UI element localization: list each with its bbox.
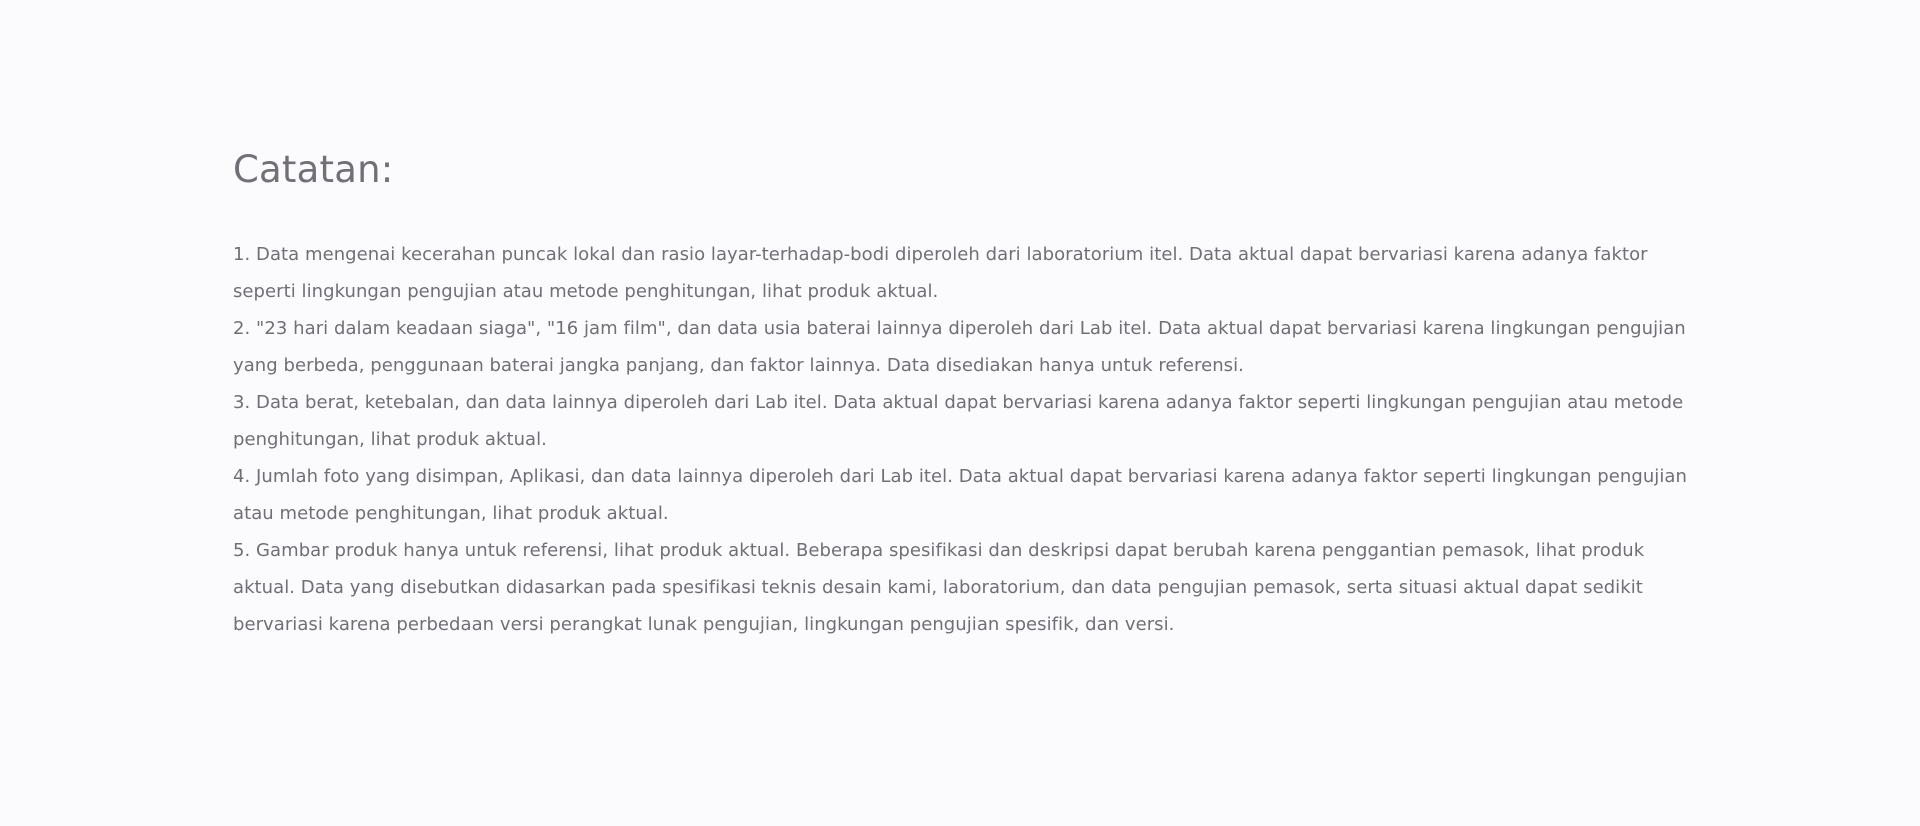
note-item-1: 1. Data mengenai kecerahan puncak lokal dan rasio layar-terhadap-bodi diperoleh dari laboratorium itel. Data aktual dapat bervariasi karena adanya faktor seperti lingkungan pengujian atau metode penghitungan, lihat produk aktual. xyxy=(233,244,1648,302)
notes-title: Catatan: xyxy=(233,148,394,191)
notes-list xyxy=(233,236,1693,643)
note-item-3: 3. Data berat, ketebalan, dan data lainnya diperoleh dari Lab itel. Data aktual dapat bervariasi karena adanya faktor seperti lingkungan pengujian atau metode penghitungan, lihat produk aktual. xyxy=(233,392,1684,450)
note-item-4: 4. Jumlah foto yang disimpan, Aplikasi, dan data lainnya diperoleh dari Lab itel. Data aktual dapat bervariasi karena adanya faktor seperti lingkungan pengujian atau metode penghitungan, lihat produk aktual. xyxy=(233,466,1687,524)
notes-section xyxy=(233,146,1693,643)
note-item-2: 2. "23 hari dalam keadaan siaga", "16 jam film", dan data usia baterai lainnya diperoleh dari Lab itel. Data aktual dapat bervariasi karena lingkungan pengujian yang berbeda, penggunaan baterai jangka panjang, dan faktor lainnya. Data disediakan hanya untuk referensi. xyxy=(233,318,1686,376)
note-item-5: 5. Gambar produk hanya untuk referensi, lihat produk aktual. Beberapa spesifikasi dan deskripsi dapat berubah karena penggantian pemasok, lihat produk aktual. Data yang disebutkan didasarkan pada spesifikasi teknis desain kami, laboratorium, dan data pengujian pemasok, serta situasi aktual dapat sedikit bervariasi karena perbedaan versi perangkat lunak pengujian, lingkungan pengujian spesifik, dan versi. xyxy=(233,540,1645,635)
